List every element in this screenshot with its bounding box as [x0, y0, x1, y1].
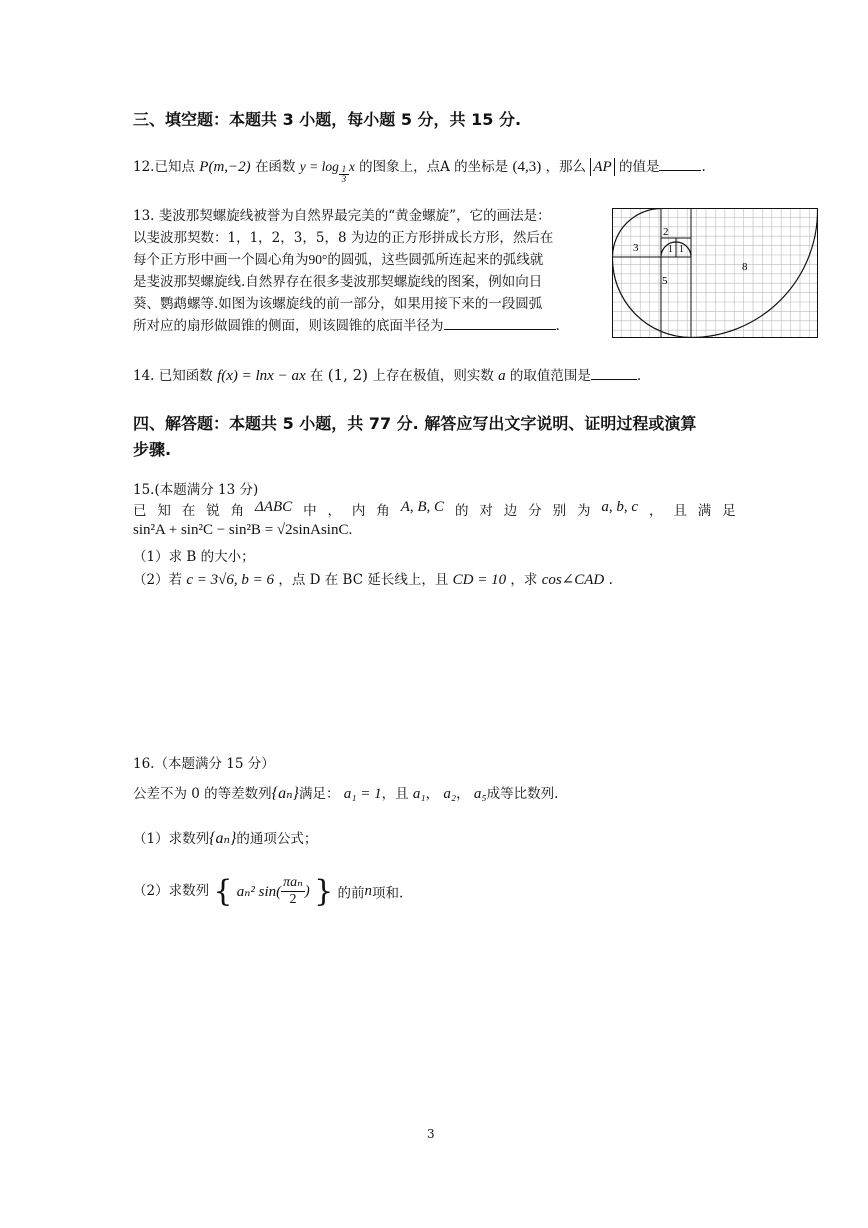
q12-base-numerator: 1 — [339, 165, 349, 175]
q15-line1-part: 的 — [454, 503, 469, 519]
q15-line1-part: ， — [648, 503, 663, 519]
q15-line1-part: 在 — [181, 503, 196, 519]
q15-part2: （2）若 c = 3√6, b = 6 ，点 D 在 BC 延长线上，且 CD = 10 ，求 cos∠CAD . — [133, 572, 613, 588]
q15-line1-part: 边 — [503, 503, 518, 519]
q14-suffix: 的取值范围是 — [509, 368, 591, 384]
q15-target: cos∠CAD — [541, 572, 605, 588]
fig-label-1a: 1 — [668, 244, 673, 255]
q16-left-brace: { — [213, 874, 233, 909]
q16-part1: （1）求数列{aₙ}的通项公式； — [133, 830, 318, 847]
spiral-arc-large — [612, 209, 817, 338]
q15-line1-part: 内 — [351, 503, 366, 519]
page-number: 3 — [427, 1127, 435, 1141]
q13-line-2: 以斐波那契数：1，1，2，3，5，8 为边的正方形拼成长方形，然后在 — [133, 230, 554, 246]
q13-line-5: 葵、鹦鹉螺等.如图为该螺旋线的前一部分，如果用接下来的一段圆弧 — [133, 296, 543, 312]
q12-suffix: 的值是 — [618, 159, 660, 175]
section-4-title-line2: 步骤. — [133, 440, 172, 459]
q14-mid2: 上存在极值，则实数 — [372, 368, 494, 384]
q16-n: n — [364, 883, 372, 899]
q16-term-a5: a₅ — [473, 786, 487, 802]
q15-line1-part: ΔABC — [255, 499, 293, 515]
q16-line1: 公差不为 0 的等差数列{aₙ}满足： a₁ = 1，且 a₁， a₂， a₅成等比数列. — [133, 785, 559, 802]
q12-point: P(m,−2) — [199, 159, 251, 175]
q12-base-denominator: 3 — [341, 174, 347, 184]
fig-label-8: 8 — [742, 261, 748, 273]
q16-condition: a₁ = 1 — [343, 786, 382, 802]
q13-line-4: 是斐波那契螺旋线.自然界存在很多斐波那契螺旋线的图案，例如向日 — [133, 274, 543, 290]
q16-term-a2: a₂ — [443, 786, 457, 802]
q15-part1: （1）求 B 的大小； — [133, 549, 255, 565]
q15-line1-part: 分 — [528, 503, 542, 519]
question-13-text — [133, 205, 560, 337]
q15-line1-part: 中 — [303, 503, 317, 519]
q14-var: a — [498, 368, 506, 384]
q12-function — [299, 159, 355, 184]
q15-line1-part: 对 — [479, 503, 493, 519]
q13-line-1: 13. 斐波那契螺旋线被誉为自然界最完美的“黄金螺旋”，它的画法是： — [133, 208, 551, 224]
q13-answer-blank — [444, 328, 556, 330]
q12-func-var: x — [348, 159, 355, 174]
q15-equation: sin²A + sin²C − sin²B = √2sinAsinC. — [133, 522, 353, 538]
q15-line1-part: 别 — [552, 503, 567, 519]
q15-line1-part: 且 — [673, 503, 687, 519]
q15-line1-part: A, B, C — [400, 499, 445, 515]
section-3-title: 三、填空题：本题共 3 小题，每小题 5 分，共 15 分. — [133, 110, 522, 129]
q15-line1-part: ， — [327, 503, 341, 519]
q16-frac-numerator: πaₙ — [283, 875, 303, 890]
q16-sequence: {aₙ} — [271, 785, 299, 802]
q14-interval: (1, 2) — [327, 366, 369, 384]
q15-line1-part: 知 — [157, 503, 171, 519]
figure-squares — [613, 209, 818, 338]
q14-answer-blank — [591, 378, 637, 380]
q15-line1-part: 角 — [230, 503, 245, 519]
section-4-title — [133, 411, 696, 463]
q14-function: f(x) = lnx − ax — [217, 368, 306, 384]
q12-mid2: 的图象上，点A 的坐标是 — [359, 159, 509, 175]
q15-condition: c = 3√6, b = 6 — [186, 572, 275, 588]
q14-prefix: 14. 已知函数 — [133, 368, 213, 384]
q15-line1-part: a, b, c — [601, 499, 639, 515]
question-12 — [133, 155, 706, 184]
q16-part1-sequence: {aₙ} — [209, 830, 237, 847]
q12-mid3: ，那么 — [545, 159, 587, 175]
q15-header: 15.(本题满分 13 分) — [133, 482, 259, 498]
q15-line1-part: 已 — [133, 503, 147, 519]
q15-line1-part: 满 — [697, 503, 712, 519]
question-14: 14. 已知函数 f(x) = lnx − ax 在 (1, 2) 上存在极值，则实数 a 的取值范围是 . — [133, 366, 642, 384]
q15-line1-part: 角 — [376, 503, 390, 519]
q13-line-6: 所对应的扇形做圆锥的侧面，则该圆锥的底面半径为 . — [133, 318, 560, 334]
fibonacci-spiral-figure — [612, 208, 818, 338]
q12-mid1: 在函数 — [254, 159, 296, 175]
q12-answer-blank — [659, 169, 701, 171]
q12-coord-a: (4,3) — [512, 159, 542, 175]
q12-func-log: y = log — [299, 159, 339, 174]
q16-term-a1: a₁ — [412, 786, 426, 802]
figure-grid — [612, 208, 818, 338]
fig-label-1b: 1 — [679, 244, 684, 255]
q16-frac-denominator: 2 — [289, 892, 297, 907]
q16-right-brace: } — [314, 874, 334, 909]
q16-header: 16.（本题满分 15 分） — [133, 756, 275, 772]
q13-line-3: 每个正方形中画一个圆心角为90°的圆弧，这些圆弧所连起来的弧线就 — [133, 252, 544, 268]
q15-line1-part: 足 — [722, 503, 736, 519]
q16-part2: （2）求数列 { aₙ² sin( πaₙ 2 ) } 的前n项和. — [133, 874, 404, 909]
fig-label-5: 5 — [662, 275, 668, 287]
q13-angle: 90° — [308, 252, 328, 267]
q12-end: . — [701, 159, 706, 175]
q14-mid1: 在 — [309, 368, 324, 384]
fig-label-2: 2 — [663, 226, 669, 238]
q12-abs-vector: AP — [590, 158, 614, 176]
section-4-title-line1: 四、解答题：本题共 5 小题，共 77 分. 解答应写出文字说明、证明过程或演算 — [133, 414, 697, 433]
q15-cd: CD = 10 — [452, 572, 507, 588]
q16-part2-term: aₙ² sin( — [236, 884, 282, 900]
q15-line1 — [133, 499, 736, 519]
q12-prefix: 12.已知点 — [133, 159, 195, 175]
q15-line1-part: 为 — [576, 503, 591, 519]
fig-label-3: 3 — [633, 242, 639, 254]
q15-line1-part: 锐 — [206, 503, 220, 519]
